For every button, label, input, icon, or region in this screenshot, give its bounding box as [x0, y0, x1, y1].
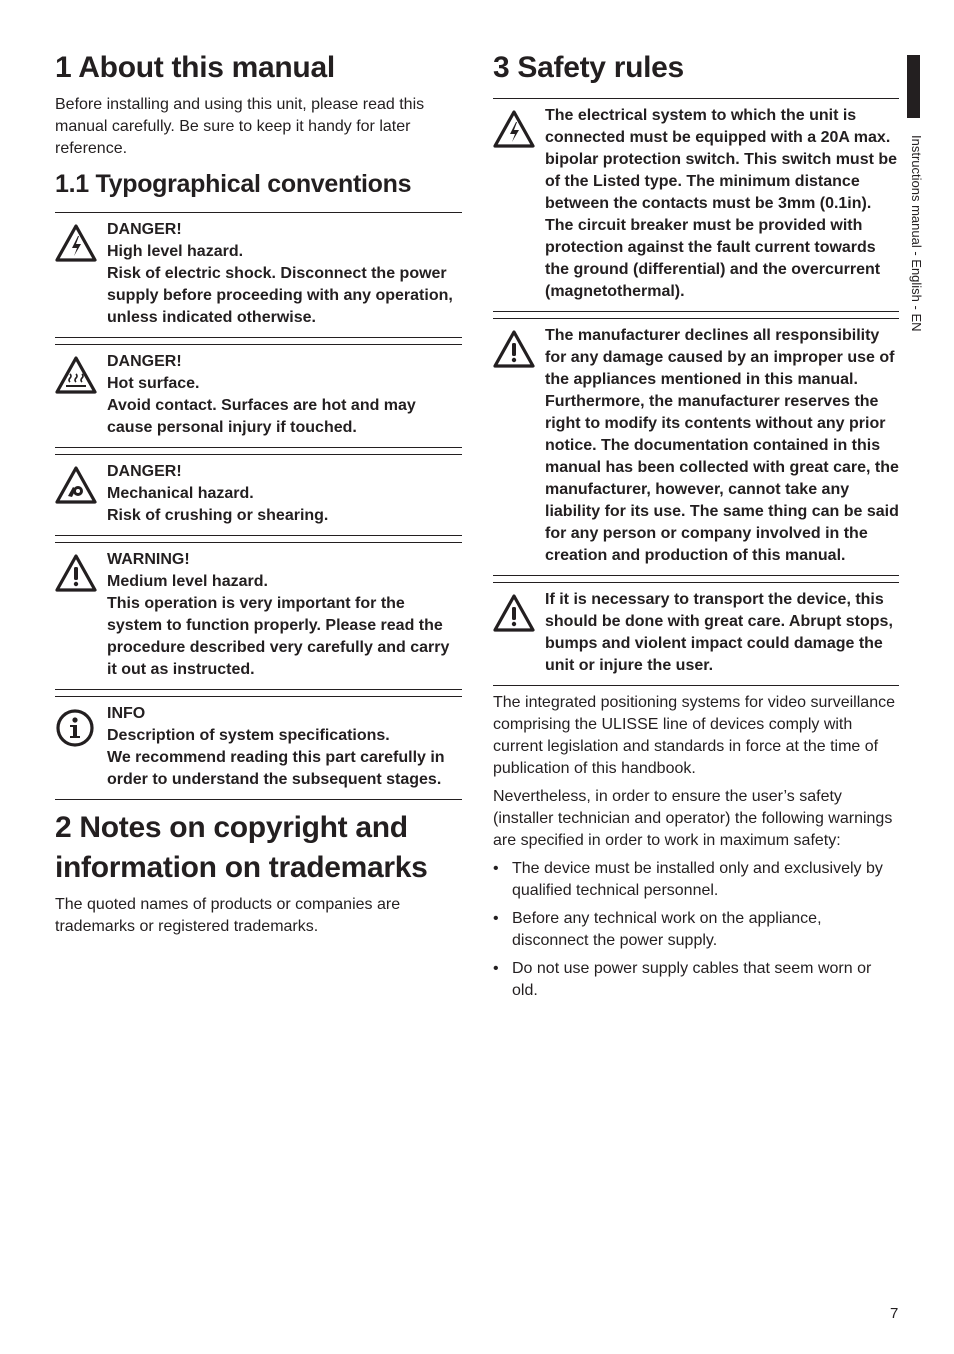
danger-mechanical-box	[55, 455, 462, 535]
list-item: • The device must be installed only and exclusively by qualified technical personnel.	[493, 858, 899, 902]
section-2-body: The quoted names of products or companies are trademarks or registered trademarks.	[55, 896, 401, 935]
warning-icon	[493, 329, 535, 369]
box-subheading: Description of system specifications.	[107, 727, 390, 744]
section-3-para-1: The integrated positioning systems for video surveillance comprising the ULISSE line of devices comply with current legislation and standards in force at the time of publication of this handbook.	[493, 694, 895, 777]
box-heading: DANGER!	[107, 221, 182, 238]
box-subheading: High level hazard.	[107, 243, 244, 260]
safety-transport-box	[493, 583, 899, 685]
warning-icon	[55, 553, 97, 593]
box-text: Risk of electric shock. Disconnect the power supply before proceeding with any operation, unless indicated otherwise.	[107, 265, 453, 326]
section-1-body: Before installing and using this unit, please read this manual carefully. Be sure to keep it handy for later reference.	[55, 96, 425, 157]
box-text: The electrical system to which the unit is connected must be equipped with a 20A max. bipolar protection switch. This switch must be of the Listed type. The minimum distance between the contacts must be 3mm (0.1in). The circuit breaker must be provided with protection against the fault current towards the ground (differential) and the overcurrent (magnetothermal).	[545, 107, 898, 300]
safety-electric-box	[493, 99, 899, 311]
electric-hazard-icon	[493, 109, 535, 149]
box-heading: DANGER!	[107, 353, 182, 370]
box-heading: INFO	[107, 705, 146, 722]
section-1-title: 1 About this manual	[55, 51, 335, 84]
box-text: If it is necessary to transport the device, this should be done with great care. Abrupt stops, bumps and violent impact could damage the unit or injure the user.	[545, 591, 893, 674]
list-item: • Do not use power supply cables that seem worn or old.	[493, 958, 899, 1002]
hot-surface-icon	[55, 355, 97, 395]
section-3-title: 3 Safety rules	[493, 51, 684, 84]
box-subheading: Hot surface.	[107, 375, 200, 392]
sidebar-label	[905, 135, 925, 365]
sidebar-tab-marker	[907, 55, 920, 118]
box-text: The manufacturer declines all responsibility for any damage caused by an improper use of the appliances mentioned in this manual. Furthermore, the manufacturer reserves the right to modify its contents without any prior notice. The documentation contained in this manual has been collected with great care, the manufacturer, however, cannot take any liability for its use. The same thing can be said for any person or company involved in the creation and production of this manual.	[545, 327, 899, 564]
warning-icon	[493, 593, 535, 633]
sidebar-label-text: Instructions manual - English - EN	[909, 135, 924, 332]
right-column	[493, 48, 899, 1008]
section-2-title: 2 Notes on copyright and information on trademarks	[55, 811, 428, 884]
danger-hot-surface-box	[55, 345, 462, 447]
info-icon	[55, 707, 97, 747]
box-text: Risk of crushing or shearing.	[107, 507, 329, 524]
box-subheading: Medium level hazard.	[107, 573, 268, 590]
box-text: We recommend reading this part carefully in order to understand the subsequent stages.	[107, 749, 445, 788]
safety-liability-box	[493, 319, 899, 575]
box-heading: DANGER!	[107, 463, 182, 480]
safety-bullet-list	[493, 858, 899, 1002]
box-heading: WARNING!	[107, 551, 190, 568]
list-item: • Before any technical work on the appliance, disconnect the power supply.	[493, 908, 899, 952]
section-1-1-title: 1.1 Typographical conventions	[55, 170, 412, 198]
danger-electric-box	[55, 213, 462, 337]
box-text: This operation is very important for the system to function properly. Please read the procedure described very carefully and carry it out as instructed.	[107, 595, 450, 678]
warning-box	[55, 543, 462, 689]
box-text: Avoid contact. Surfaces are hot and may cause personal injury if touched.	[107, 397, 416, 436]
section-3-para-2: Nevertheless, in order to ensure the user’s safety (installer technician and operator) the following warnings are specified in order to work in maximum safety:	[493, 788, 893, 849]
left-column	[55, 48, 462, 944]
mechanical-hazard-icon	[55, 465, 97, 505]
electric-hazard-icon	[55, 223, 97, 263]
page-number: 7	[890, 1305, 899, 1322]
info-box	[55, 697, 462, 799]
box-subheading: Mechanical hazard.	[107, 485, 254, 502]
